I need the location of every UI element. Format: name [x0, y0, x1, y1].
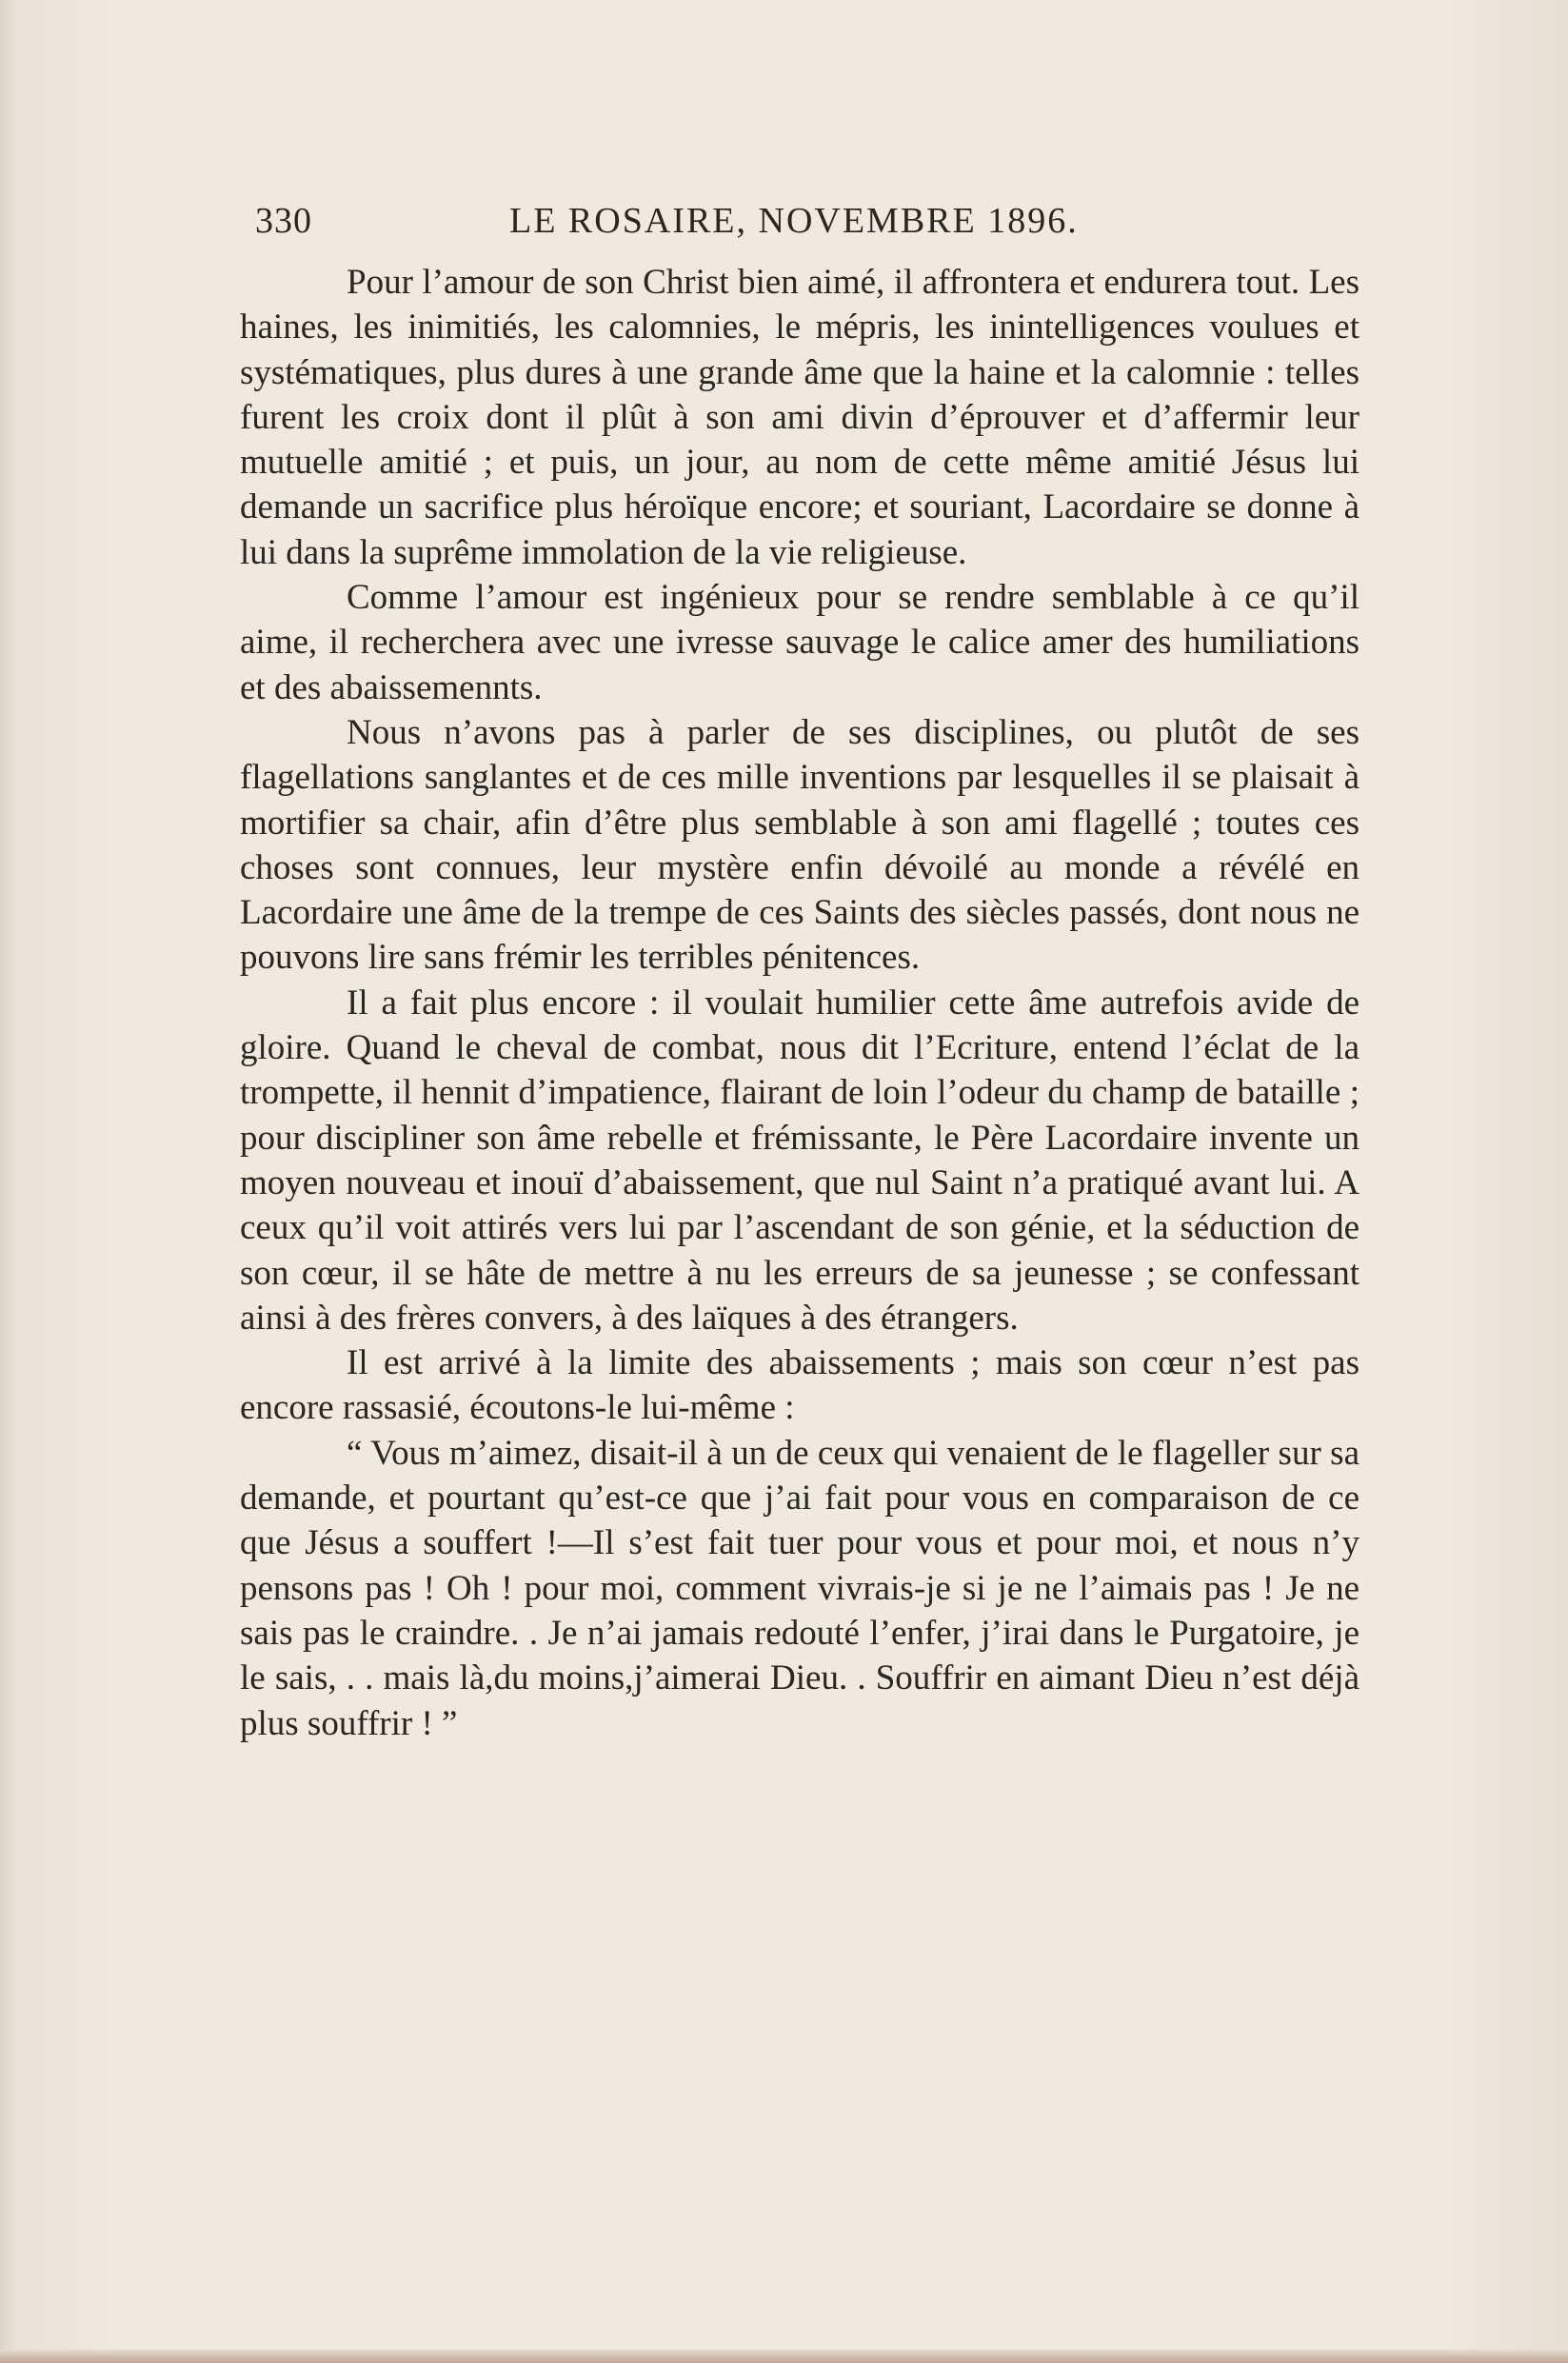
paragraph: Nous n’avons pas à parler de ses disciplines, ou plutôt de ses flagellations sanglantes et de ces mille inventions par lesquelles il se plaisait à mortifier sa chair, afin d’être plus semblable à son ami flagellé ; toutes ces choses sont connues, leur mystère enfin dévoilé au monde a révélé en Lacordaire une âme de la trempe de ces Saints des siècles passés, dont nous ne pouvons lire sans frémir les terribles pénitences. — [240, 712, 1360, 978]
paragraph: Comme l’amour est ingénieux pour se rendre semblable à ce qu’il aime, il recherchera avec une ivresse sauvage le calice amer des humiliations et des abaissemennts. — [240, 578, 1360, 707]
page-bottom-edge — [0, 2350, 1568, 2363]
running-head — [255, 200, 1112, 248]
binding-shadow — [0, 0, 17, 2363]
paragraph: “ Vous m’aimez, disait-il à un de ceux qui venaient de le flageller sur sa demande, et pourtant qu’est-ce que j’ai fait pour vous en comparaison de ce que Jésus a souffert !—Il s’est fait tuer pour vous et pour moi, et nous n’y pensons pas ! Oh ! pour moi, comment vivrais-je si je ne l’aimais pas ! Je ne sais pas le craindre. . Je n’ai jamais redouté l’enfer, j’irai dans le Purgatoire, je le sais, . . mais là,du moins,j’aimerai Dieu. . Souffrir en aimant Dieu n’est déjà plus souffrir ! ” — [240, 1433, 1360, 1743]
paragraph: Il a fait plus encore : il voulait humilier cette âme autrefois avide de gloire. Quand le cheval de combat, nous dit l’Ecriture, entend l’éclat de la trompette, il hennit d’impatience, flairant de loin l’odeur du champ de bataille ; pour discipliner son âme rebelle et frémissante, le Père Lacordaire invente un moyen nouveau et inouï d’abaissement, que nul Saint n’a pratiqué avant lui. A ceux qu’il voit attirés vers lui par l’ascendant de son génie, et la séduction de son cœur, il se hâte de mettre à nu les erreurs de sa jeunesse ; se confessant ainsi à des frères convers, à des laïques à des étrangers. — [240, 983, 1360, 1338]
paragraph: Il est arrivé à la limite des abaissements ; mais son cœur n’est pas encore rassasié, écoutons-le lui-même : — [240, 1343, 1360, 1428]
page-number: 330 — [255, 201, 312, 241]
body-text — [240, 260, 1360, 1746]
paragraph: Pour l’amour de son Christ bien aimé, il affrontera et endurera tout. Les haines, les inimitiés, les calomnies, le mépris, les inintelligences voulues et systématiques, plus dures à une grande âme que la haine et la calomnie : telles furent les croix dont il plût à son ami divin d’éprouver et d’affermir leur mutuelle amitié ; et puis, un jour, au nom de cette même amitié Jésus lui demande un sacrifice plus héroïque encore; et souriant, Lacordaire se donne à lui dans la suprême immolation de la vie religieuse. — [240, 263, 1360, 572]
journal-title: LE ROSAIRE, NOVEMBRE 1896. — [509, 201, 1079, 241]
